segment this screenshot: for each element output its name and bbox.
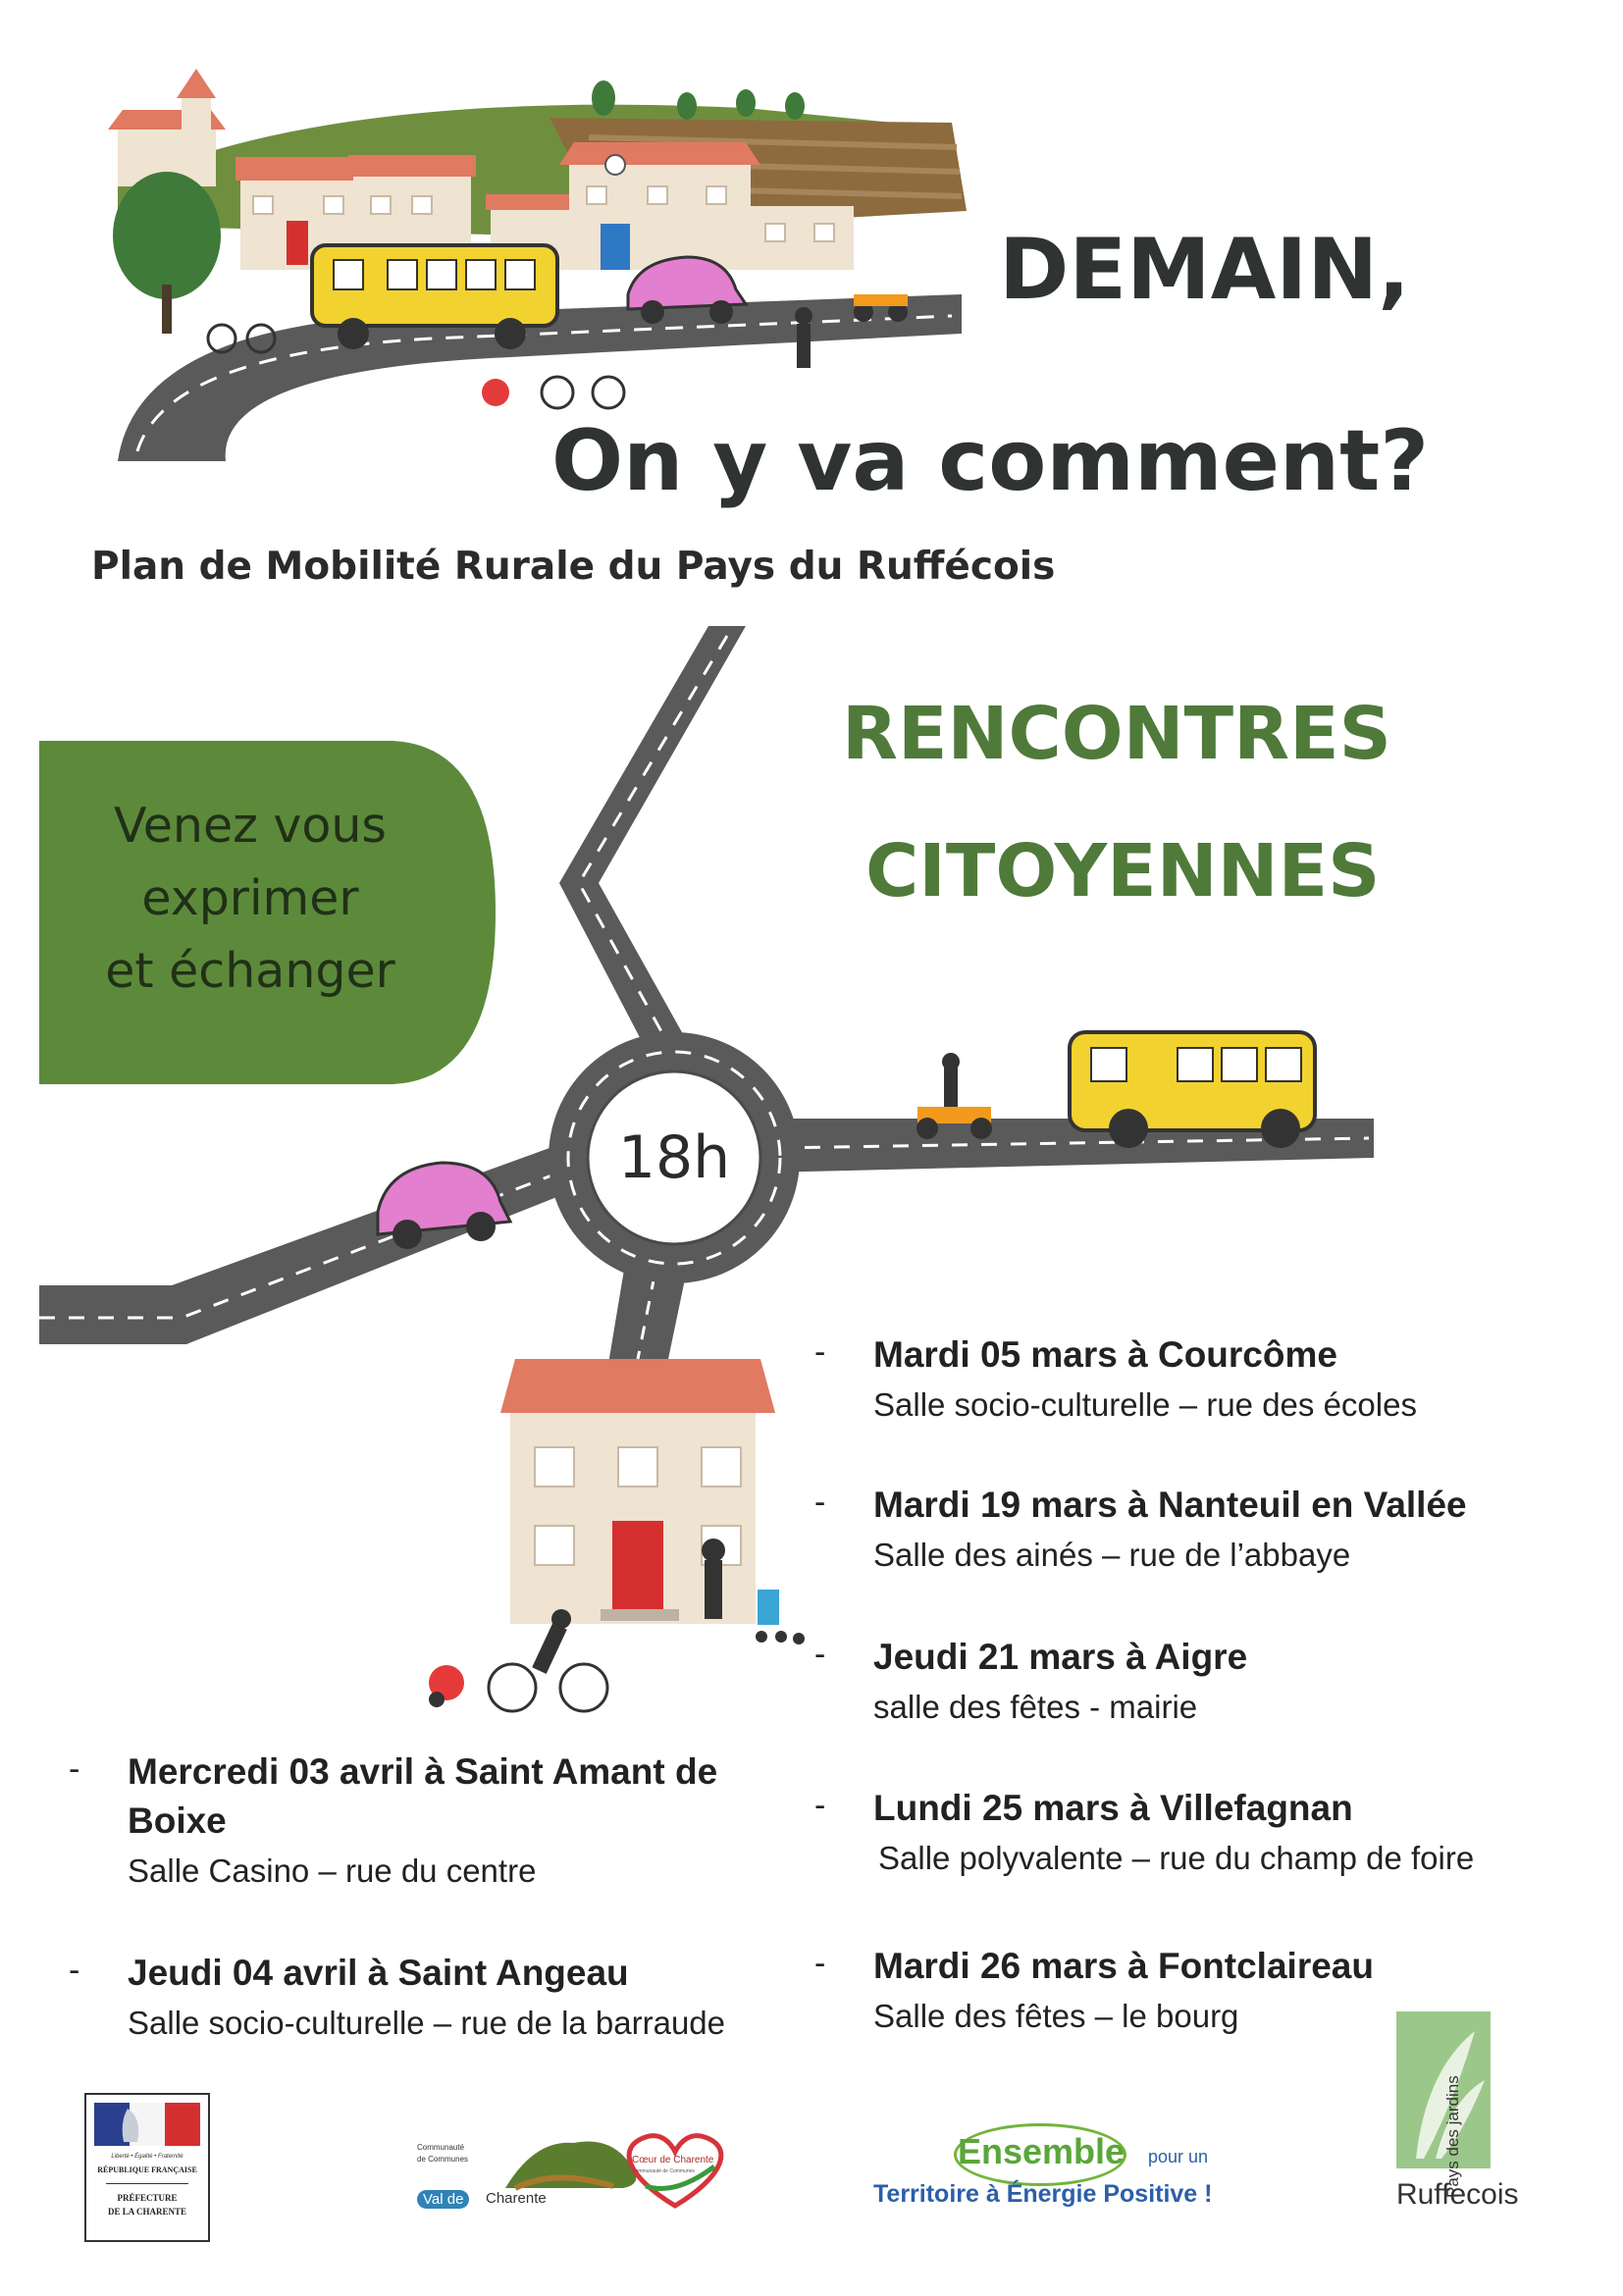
village-scene — [108, 69, 967, 461]
event-place: Salle des fêtes – le bourg — [873, 1998, 1239, 2034]
coeur-line2: Communauté de Communes — [632, 2168, 695, 2174]
bullet-dash: - — [814, 1787, 826, 1824]
bullet-dash: - — [814, 1333, 826, 1371]
event-title: Mardi 26 mars à Fontclaireau — [873, 1946, 1374, 1986]
section-title-line1: RENCONTRES — [842, 692, 1391, 776]
bubble-line2: exprimer — [141, 870, 359, 926]
town-house — [429, 1359, 805, 1711]
ensemble-suffix: pour un — [1148, 2147, 1209, 2166]
event-item — [814, 1330, 1619, 1437]
prefecture-logo — [84, 2093, 210, 2242]
bullet-dash: - — [69, 1750, 80, 1788]
event-item — [814, 1632, 1619, 1740]
vdc-name-b: Charente — [486, 2190, 547, 2207]
headline-line1: DEMAIN, — [999, 221, 1410, 319]
event-item — [814, 1480, 1619, 1588]
subtitle: Plan de Mobilité Rurale du Pays du Ruffécois — [91, 545, 1056, 589]
event-place: Salle socio-culturelle – rue de la barraude — [128, 2005, 726, 2041]
bubble-line3: et échanger — [105, 943, 395, 999]
event-place: Salle socio-culturelle – rue des écoles — [873, 1386, 1417, 1423]
bullet-dash: - — [814, 1484, 826, 1521]
ruffecois-name: Ruffecois — [1396, 2178, 1519, 2211]
ensemble-line2: Territoire à Énergie Positive ! — [873, 2180, 1213, 2208]
ensemble-word: Ensemble — [958, 2131, 1126, 2171]
headline-line2: On y va comment? — [551, 412, 1430, 510]
vdc-line2: de Communes — [417, 2155, 469, 2164]
event-item — [814, 1783, 1619, 1891]
bullet-dash: - — [814, 1636, 826, 1673]
bullet-dash: - — [814, 1945, 826, 1982]
marianne-flag-icon — [88, 2099, 206, 2150]
event-item — [69, 1747, 834, 1894]
event-title: Mardi 19 mars à Nanteuil en Vallée — [873, 1485, 1467, 1525]
coeur-de-charente-logo — [616, 2127, 734, 2216]
event-title: Jeudi 21 mars à Aigre — [873, 1637, 1248, 1677]
ruffecois-tagline: Pays des jardins — [1443, 2075, 1462, 2198]
coeur-line1: Cœur de Charente — [632, 2155, 714, 2166]
tepos-logo — [864, 2119, 1295, 2208]
event-title: Jeudi 04 avril à Saint Angeau — [128, 1953, 629, 1993]
prefecture-motto: Liberté • Égalité • Fraternité — [111, 2154, 183, 2160]
val-de-charente-logo — [417, 2129, 584, 2218]
event-item — [69, 1948, 834, 2056]
event-place: Salle polyvalente – rue du champ de foire — [878, 1840, 1475, 1876]
prefecture-republic: RÉPUBLIQUE FRANÇAISE — [97, 2166, 197, 2174]
ruffecois-logo — [1388, 2011, 1526, 2222]
event-title: Lundi 25 mars à Villefagnan — [873, 1788, 1353, 1828]
event-title: Mercredi 03 avril à Saint Amant de — [128, 1751, 718, 1792]
event-place: Salle Casino – rue du centre — [128, 1852, 537, 1889]
event-place: salle des fêtes - mairie — [873, 1689, 1198, 1725]
event-place: Salle des ainés – rue de l’abbaye — [873, 1537, 1351, 1573]
prefecture-name-line1: PRÉFECTURE — [117, 2193, 178, 2203]
event-title-continued: Boixe — [128, 1800, 227, 1841]
bubble-line1: Venez vous — [114, 798, 387, 854]
vdc-line1: Communauté — [417, 2143, 465, 2152]
bullet-dash: - — [69, 1952, 80, 1989]
vdc-name-a: Val de — [417, 2190, 469, 2209]
time-label: 18h — [617, 1123, 731, 1192]
event-title: Mardi 05 mars à Courcôme — [873, 1334, 1337, 1375]
section-title-line2: CITOYENNES — [865, 829, 1381, 913]
speech-bubble-text — [39, 790, 461, 1008]
prefecture-name-line2: DE LA CHARENTE — [107, 2207, 186, 2217]
